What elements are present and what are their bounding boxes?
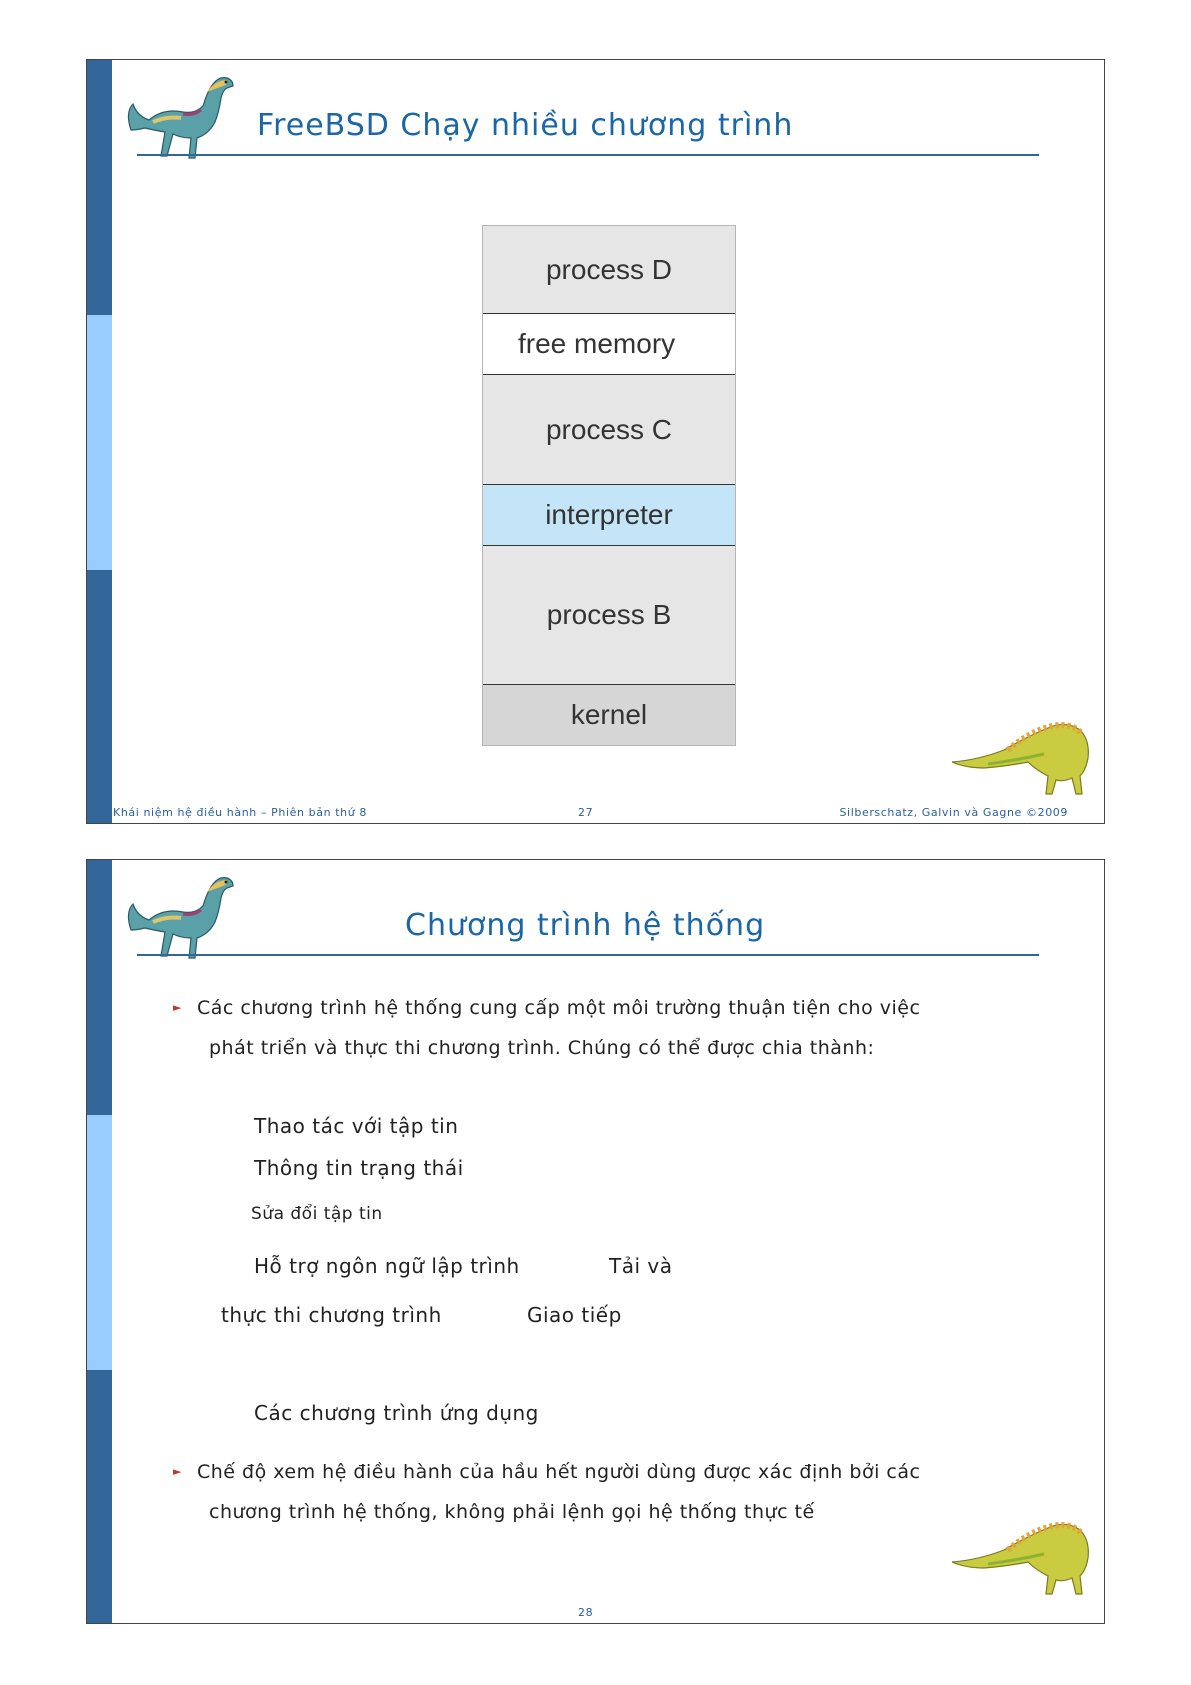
category-status-info: Thông tin trạng thái — [254, 1156, 464, 1180]
memory-block-kernel: kernel — [483, 685, 735, 745]
bullet-arrow-icon: ► — [173, 1465, 182, 1478]
sidebar-segment-dark — [87, 570, 112, 824]
category-load-and: Tải và — [609, 1254, 673, 1278]
memory-block-interpreter: interpreter — [483, 485, 735, 546]
category-language-support: Hỗ trợ ngôn ngữ lập trình — [254, 1254, 520, 1278]
title-underline — [137, 154, 1039, 156]
sidebar-segment-light — [87, 315, 112, 570]
bullet-line: chương trình hệ thống, không phải lệnh gọi hệ thống thực tế — [209, 1501, 815, 1523]
footer-copyright: Silberschatz, Galvin và Gagne ©2009 — [839, 806, 1068, 819]
bullet-line: Chế độ xem hệ điều hành của hầu hết người dùng được xác định bởi các — [197, 1461, 921, 1483]
slide-27 — [86, 59, 1105, 824]
memory-block-process-b: process B — [483, 546, 735, 685]
slide-28 — [86, 859, 1105, 1624]
memory-block-free-memory: free memory — [483, 314, 735, 375]
slide-sidebar — [87, 60, 112, 823]
bullet-line: Các chương trình hệ thống cung cấp một môi trường thuận tiện cho việc — [197, 997, 921, 1019]
memory-block-process-c: process C — [483, 375, 735, 485]
category-file-manipulation: Thao tác với tập tin — [254, 1114, 459, 1138]
dinosaur-logo-icon — [123, 872, 249, 962]
sidebar-segment-dark — [87, 60, 112, 315]
footer-course-title: Khái niệm hệ điều hành – Phiên bản thứ 8 — [113, 806, 367, 819]
bullet-line: phát triển và thực thi chương trình. Chúng có thể được chia thành: — [209, 1037, 875, 1059]
title-underline — [137, 954, 1039, 956]
dinosaur-corner-icon — [948, 1510, 1098, 1598]
slide-sidebar — [87, 860, 112, 1623]
bullet-arrow-icon: ► — [173, 1001, 182, 1014]
category-communication: Giao tiếp — [527, 1303, 622, 1327]
sidebar-segment-light — [87, 1115, 112, 1370]
footer-page-number: 27 — [578, 806, 594, 819]
category-file-modification: Sửa đổi tập tin — [251, 1204, 383, 1224]
sidebar-segment-dark — [87, 860, 112, 1115]
memory-block-process-d: process D — [483, 226, 735, 314]
category-application-programs: Các chương trình ứng dụng — [254, 1401, 539, 1425]
sidebar-segment-dark — [87, 1370, 112, 1624]
dinosaur-corner-icon — [948, 710, 1098, 798]
category-program-execution: thực thi chương trình — [221, 1303, 442, 1327]
slide-title: FreeBSD Chạy nhiều chương trình — [257, 108, 794, 143]
memory-layout-diagram — [482, 225, 736, 746]
footer-page-number: 28 — [578, 1606, 594, 1619]
dinosaur-logo-icon — [123, 72, 249, 162]
slide-title: Chương trình hệ thống — [405, 908, 766, 943]
